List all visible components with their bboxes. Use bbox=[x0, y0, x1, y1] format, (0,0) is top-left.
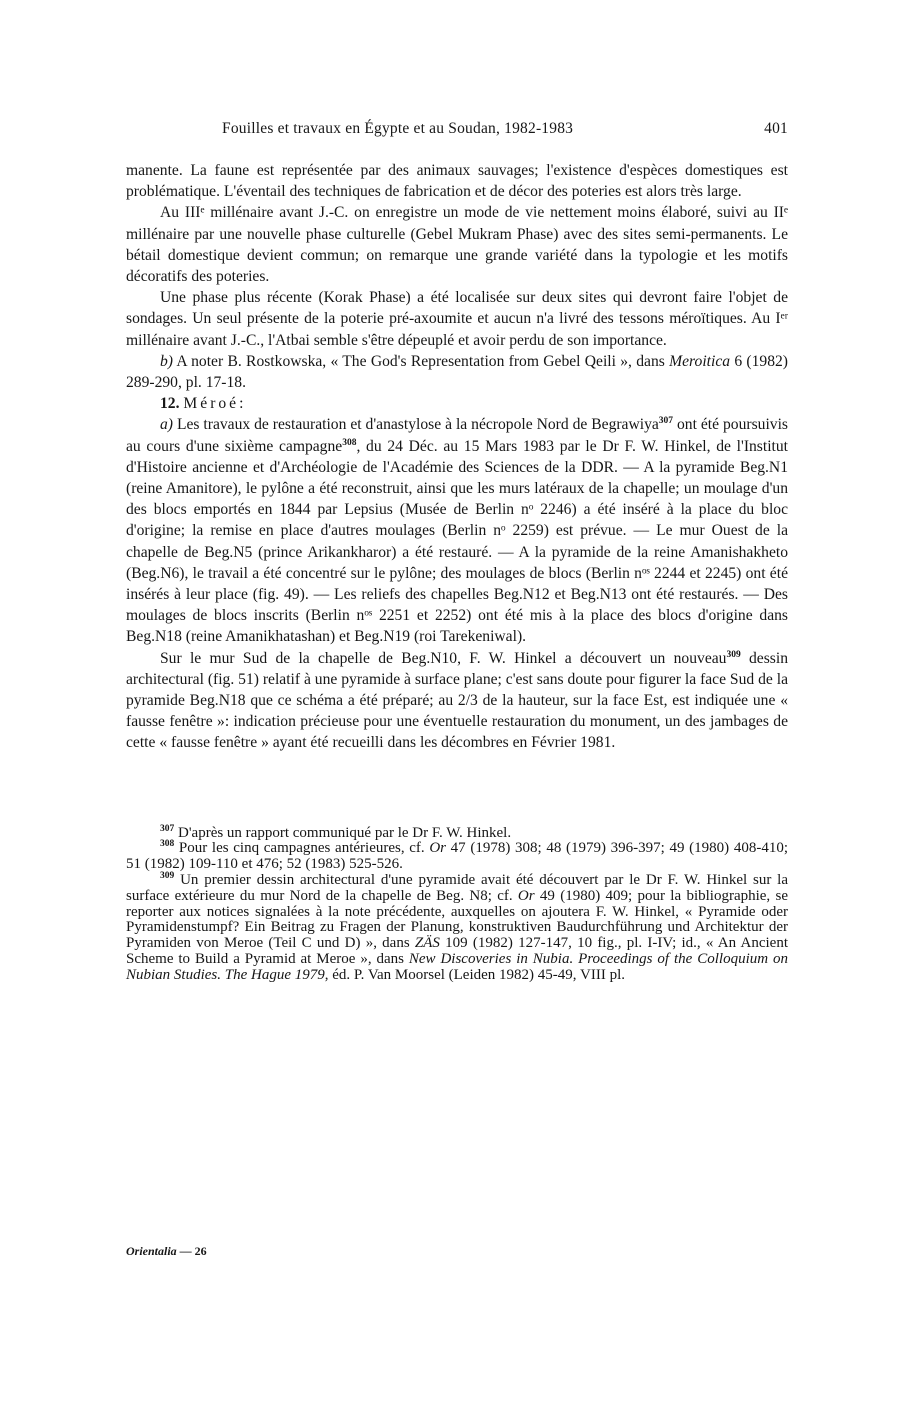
footnote-text: Un premier dessin architectural d'une pyramide avait été découvert par le Dr F. W. Hinkel sur la surface extérieure du mur Nord de la chapelle de Beg. N8; cf. bbox=[126, 872, 788, 904]
footnote-number: 307 bbox=[160, 823, 175, 834]
note-b-marker: b) bbox=[160, 352, 173, 370]
body-text bbox=[126, 160, 788, 754]
footnote-ref-307: 307 bbox=[658, 416, 674, 427]
running-head bbox=[126, 120, 788, 144]
footnote-309 bbox=[126, 873, 788, 984]
footnote-308 bbox=[126, 841, 788, 873]
note-b-journal: Meroitica bbox=[669, 352, 731, 370]
footer-separator: — bbox=[176, 1244, 195, 1258]
paragraph-a-text-3: , du 24 Déc. au 15 Mars 1983 par le Dr F. W. Hinkel, de l'Institut d'Histoire ancienne et d'Archéologie de l'Académie des Sciences de la DDR. — A la pyramide Beg.N1 (reine Amanitore), le pylône a été reconstruit, ainsi que les murs latéraux de la chapelle; un moulage d'un des blocs emportés en 1844 par Lepsius (Musée de Berlin nᵒ 2246) a été inséré à la place du bloc d'origine; la remise en place d'autres moulages (Berlin nᵒ 2259) est prévue. — Le mur Ouest de la chapelle de Beg.N5 (prince Arikankharor) a été restauré. — A la pyramide de la reine Amanishakheto (Beg.N6), le travail a été concentré sur le pylône; des moulages de blocs (Berlin nᵒˢ 2244 et 2245) ont été insérés à leur place (fig. 49). — Les reliefs des chapelles Beg.N12 et Beg.N13 ont été restaurés. — Des moulages de blocs inscrits (Berlin nᵒˢ 2251 et 2252) ont été mis à la place des blocs d'origine dans Beg.N18 (reine Amanikhatashan) et Beg.N19 (roi Tarekeniwal). bbox=[126, 437, 789, 646]
note-b-text: A noter B. Rostkowska, « The God's Representation from Gebel Qeili », dans bbox=[173, 352, 670, 370]
footnote-text: 49 (1980) 409; pour la bibliographie, se reporter aux notices signalées à la note précédente, auxquelles on ajoutera F. W. Hinkel, « Pyramide oder Pyramidenstumpf? Ein Beitrag zu Fragen der Planung, konstruktiven Baudurchführung und Architektur der Pyramiden von Meroe (Teil C und D) », dans bbox=[126, 887, 788, 952]
footnote-journal-abbrev: ZÄS bbox=[414, 935, 440, 952]
page-number: 401 bbox=[764, 120, 788, 137]
section-title: Méroé: bbox=[183, 395, 247, 413]
footnote-text: 109 (1982) 127-147, 10 fig., pl. I-IV; id., « An Ancient Scheme to Build a Pyramid at Meroe », dans bbox=[126, 935, 788, 968]
paragraph-a-text-2: ont été poursuivis au cours d'une sixième campagne bbox=[126, 416, 788, 455]
footnote-journal-abbrev: Or bbox=[429, 840, 447, 857]
footer-journal: Orientalia bbox=[126, 1244, 177, 1258]
footnote-ref-308: 308 bbox=[342, 437, 357, 448]
footnotes bbox=[126, 823, 788, 984]
paragraph-sud-text-2: dessin architectural (fig. 51) relatif à une pyramide à surface plane; c'est sans doute pour figurer la face Sud de la pyramide Beg.N18 que ce schéma a été préparé; au 2/3 de la hauteur, sur la face Est, est indiquée une « fausse fenêtre »: indication précieuse pour une éventuelle restauration du monument, un des jambages de cette « fausse fenêtre » ayant été recueilli dans les décombres en Février 1981. bbox=[126, 649, 788, 752]
footnote-text: D'après un rapport communiqué par le Dr F. W. Hinkel. bbox=[174, 824, 512, 841]
section-number: 12. bbox=[160, 395, 180, 413]
footnote-number: 309 bbox=[160, 871, 175, 882]
footnote-journal-abbrev: Or bbox=[517, 887, 535, 904]
document-page bbox=[126, 120, 788, 984]
footer-signature-number: 26 bbox=[194, 1244, 207, 1258]
footnote-text: , éd. P. Van Moorsel (Leiden 1982) 45-49, VIII pl. bbox=[324, 966, 625, 983]
paragraph-mur-sud bbox=[126, 648, 788, 754]
section-heading bbox=[126, 393, 788, 414]
paragraph-continuation: manente. La faune est représentée par des animaux sauvages; l'existence d'espèces domestiques est problématique. L'éventail des techniques de fabrication et de décor des poteries est alors très large. bbox=[126, 162, 788, 201]
paragraph-sud-text-1: Sur le mur Sud de la chapelle de Beg.N10, F. W. Hinkel a découvert un nouveau bbox=[160, 649, 727, 667]
note-b-citation: 6 (1982) 289-290, pl. 17-18. bbox=[126, 352, 788, 392]
footnote-text: 47 (1978) 308; 48 (1979) 396-397; 49 (1980) 408-410; 51 (1982) 109-110 et 476; 52 (1983) 525-526. bbox=[126, 840, 788, 873]
paragraph-a bbox=[126, 414, 788, 647]
paragraph-a-text-1: Les travaux de restauration et d'anastylose à la nécropole Nord de Begrawiya bbox=[173, 416, 659, 434]
running-title: Fouilles et travaux en Égypte et au Soudan, 1982-1983 bbox=[222, 120, 574, 137]
paragraph-korak-phase: Une phase plus récente (Korak Phase) a été localisée sur deux sites qui devront faire l'objet de sondages. Un seul présente de la poterie pré-axoumite et aucun n'a livré des tessons méroïtiques. Au Iᵉʳ millénaire avant J.-C., l'Atbai semble s'être dépeuplé et avoir perdu de son importance. bbox=[126, 289, 788, 349]
footnote-text: Pour les cinq campagnes antérieures, cf. bbox=[174, 840, 430, 857]
footnote-book-title: New Discoveries in Nubia. Proceedings of the Colloquium on Nubian Studies. The Hague 1979 bbox=[126, 951, 788, 983]
footnote-number: 308 bbox=[160, 839, 175, 850]
paragraph-third-millennium: Au IIIᵉ millénaire avant J.-C. on enregistre un mode de vie nettement moins élaboré, suivi au IIᵉ millénaire par une nouvelle phase culturelle (Gebel Mukram Phase) avec des sites semi-permanents. Le bétail domestique devient commun; on remarque une grande variété dans la typologie et les motifs décoratifs des poteries. bbox=[126, 204, 788, 286]
paragraph-a-marker: a) bbox=[160, 416, 173, 434]
footnote-ref-309: 309 bbox=[726, 649, 741, 660]
paragraph-note-b bbox=[126, 351, 788, 393]
page-footer bbox=[126, 1244, 207, 1259]
